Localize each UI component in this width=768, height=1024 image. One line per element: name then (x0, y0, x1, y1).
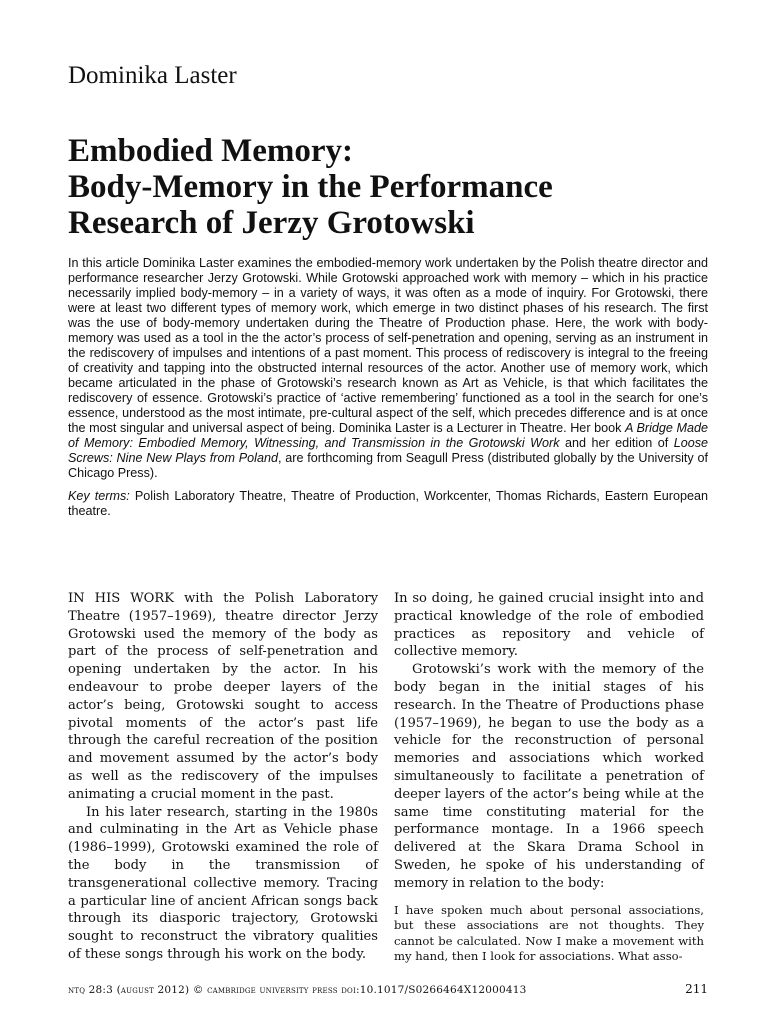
abstract-text: and her edition of (564, 436, 669, 450)
page-number: 211 (685, 982, 708, 996)
body-paragraph: In so doing, he gained crucial insight into and practical knowledge of the role of embodied practices as repository and vehicle of collective memory. (394, 591, 704, 660)
body-paragraph: IN HIS WORK with the Polish Laboratory Theatre (1957–1969), theatre director Jerzy Grotowski used the memory of the body as part of the process of self-penetration and opening undertaken by the actor. In his endeavour to probe deeper layers of the actor’s being, Grotowski sought to access pivotal moments of the actor’s past life through the careful recreation of the position and movement assumed by the actor’s body as well as the rediscovery of the impulses animating a crucial moment in the past. (68, 591, 378, 802)
article-title (68, 133, 708, 241)
key-terms-label: Key terms: (68, 489, 130, 503)
block-quote: I have spoken much about personal associations, but these associations are not thoughts. They cannot be calculated. Now I make a movement with my hand, then I look for associations. What asso- (394, 902, 704, 964)
title-line: Embodied Memory: (68, 133, 354, 169)
key-terms (68, 489, 708, 519)
journal-citation: ntq 28:3 (august 2012) © cambridge university press doi:10.1017/S0266464X12000413 (68, 984, 527, 996)
key-terms-list: Polish Laboratory Theatre, Theatre of Production, Workcenter, Thomas Richards, Eastern European theatre. (68, 489, 708, 518)
title-line: Body-Memory in the Performance (68, 169, 553, 205)
abstract-paragraph (68, 256, 708, 481)
body-paragraph: In his later research, starting in the 1980s and culminating in the Art as Vehicle phase (1986–1999), Grotowski examined the role of the body in the transmission of transgenerational collective memory. Tracing a particular line of ancient African songs back through its diasporic trajectory, Grotowski sought to reconstruct the vibratory qualities of these songs through his work on the body. (68, 804, 378, 962)
body-paragraph: Grotowski’s work with the memory of the body began in the initial stages of his research. In the Theatre of Productions phase (1957–1969), he began to use the body as a vehicle for the reconstruction of personal memories and associations which worked simultaneously to facilitate a penetration of deeper layers of the actor’s being while at the same time constituting material for the performance montage. In a 1966 speech delivered at the Skara Drama School in Sweden, he spoke of his understanding of memory in relation to the body: (394, 662, 704, 891)
author-name: Dominika Laster (68, 62, 237, 89)
book-title: Loose Screws: Nine New Plays from Poland (68, 436, 709, 465)
body-column-left (68, 590, 378, 964)
abstract-text: , are forthcoming from Seagull Press (distributed globally by the University of Chicago Press). (68, 451, 708, 480)
abstract-text: In this article Dominika Laster examines the embodied-memory work undertaken by the Polish theatre director and performance researcher Jerzy Grotowski. While Grotowski approached work with memory – which in his practice necessarily implied body-memory – in a variety of ways, it was often as a mode of inquiry. For Grotowski, there were at least two different types of memory work, which emerge in two distinct phases of his research. The first was the use of body-memory undertaken during the Theatre of Production phase. Here, the work with body-memory was used as a tool in the the actor’s process of self-penetration and opening, serving as an instrument in the rediscovery of impulses and intentions of a past moment. This process of rediscovery is integral to the freeing of creativity and tapping into the obstructed internal resources of the actor. Another use of memory work, which became articulated in the phase of Grotowski’s research known as Art as Vehicle, is that which facilitates the rediscovery of essence. Grotowski’s practice of ‘active remembering’ functioned as a tool in the search for one’s essence, understood as the most intimate, pre-cultural aspect of the self, which precedes difference and is at once the most singular and universal aspect of being. Dominika Laster is a Lecturer in Theatre. Her book (68, 256, 708, 435)
body-column-right (394, 590, 704, 965)
title-line: Research of Jerzy Grotowski (68, 205, 475, 241)
book-title: A Bridge Made of Memory: Embodied Memory, Witnessing, and Transmission in the Grotowski Work (68, 421, 709, 450)
abstract (68, 256, 708, 519)
